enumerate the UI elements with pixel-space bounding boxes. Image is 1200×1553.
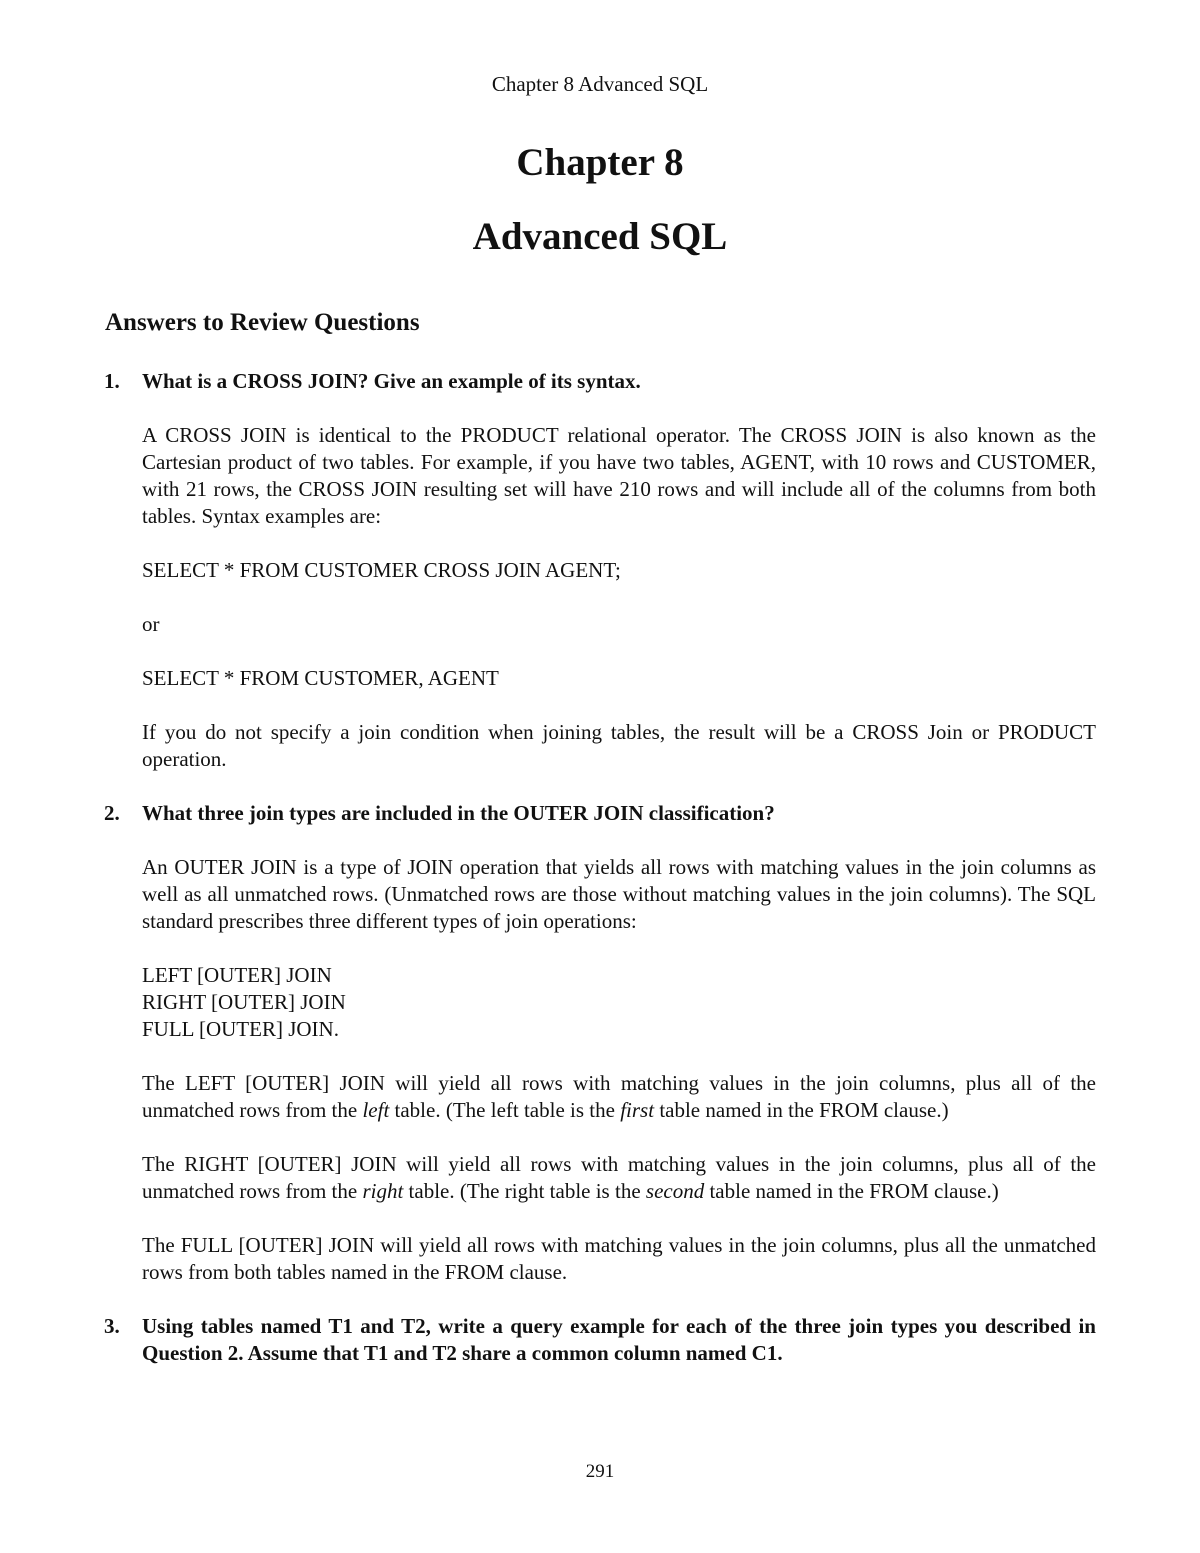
full-join-paragraph: The FULL [OUTER] JOIN will yield all rows with matching values in the join columns, plus all the unmatched rows from both tables named in the FROM clause.: [142, 1233, 1096, 1284]
running-header: Chapter 8 Advanced SQL: [491, 72, 709, 96]
question-2: [104, 800, 1096, 827]
join-type-item: LEFT [OUTER] JOIN: [142, 963, 332, 987]
join-type-item: FULL [OUTER] JOIN.: [142, 1017, 339, 1041]
question-text: What is a CROSS JOIN? Give an example of its syntax.: [142, 369, 641, 393]
sql-example: SELECT * FROM CUSTOMER, AGENT: [142, 666, 499, 690]
chapter-subtitle: Advanced SQL: [472, 215, 728, 258]
answer-paragraph: If you do not specify a join condition when joining tables, the result will be a CROSS Join or PRODUCT operation.: [142, 720, 1096, 771]
document-body: [104, 368, 1096, 1394]
sql-example: SELECT * FROM CUSTOMER CROSS JOIN AGENT;: [142, 558, 621, 582]
section-heading: Answers to Review Questions: [105, 309, 420, 336]
question-text: What three join types are included in the OUTER JOIN classification?: [142, 801, 775, 825]
question-number: 2.: [104, 801, 120, 825]
question-number: 3.: [104, 1314, 120, 1338]
answer-1: [142, 422, 1096, 773]
join-type-list: [142, 962, 1096, 1043]
question-text: Using tables named T1 and T2, write a query example for each of the three join types you described in Question 2. Assume that T1 and T2 share a common column named C1.: [142, 1314, 1096, 1365]
chapter-title: Chapter 8: [516, 141, 684, 184]
question-3: [104, 1313, 1096, 1367]
right-join-paragraph: The RIGHT [OUTER] JOIN will yield all rows with matching values in the join columns, plus all of the unmatched rows from the right table. (The right table is the second table named in the FROM clause.): [142, 1152, 1096, 1203]
answer-paragraph: An OUTER JOIN is a type of JOIN operation that yields all rows with matching values in the join columns as well as all unmatched rows. (Unmatched rows are those without matching values in the join columns). The SQL standard prescribes three different types of join operations:: [142, 855, 1096, 933]
question-number: 1.: [104, 369, 120, 393]
answer-paragraph: A CROSS JOIN is identical to the PRODUCT relational operator. The CROSS JOIN is also known as the Cartesian product of two tables. For example, if you have two tables, AGENT, with 10 rows and CUSTOMER, with 21 rows, the CROSS JOIN resulting set will have 210 rows and will include all of the columns from both tables. Syntax examples are:: [142, 423, 1096, 528]
page-number: 291: [585, 1461, 615, 1482]
left-join-paragraph: The LEFT [OUTER] JOIN will yield all rows with matching values in the join columns, plus all of the unmatched rows from the left table. (The left table is the first table named in the FROM clause.): [142, 1071, 1096, 1122]
join-type-item: RIGHT [OUTER] JOIN: [142, 990, 346, 1014]
answer-2: [142, 854, 1096, 1286]
conjunction-text: or: [142, 612, 160, 636]
question-1: [104, 368, 1096, 395]
